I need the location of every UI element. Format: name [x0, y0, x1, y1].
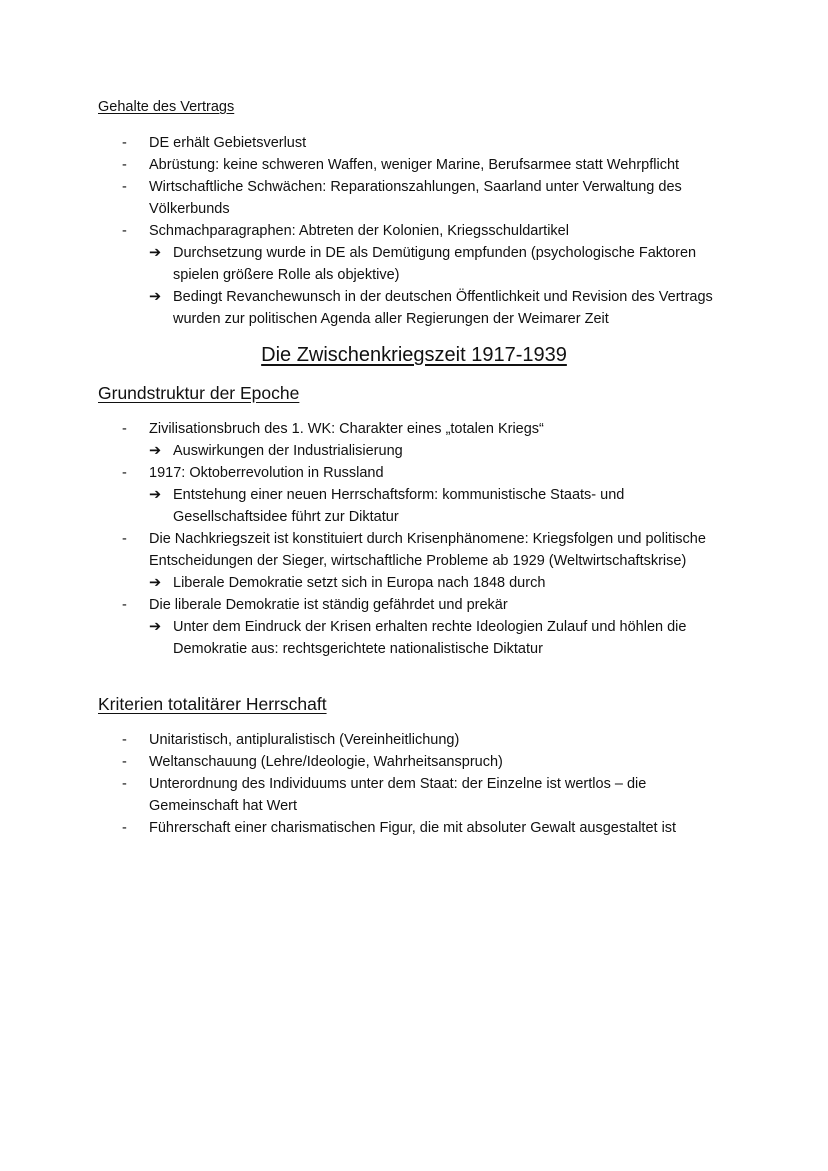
list-item: [0, 220, 828, 242]
arrow-bullet-item: [0, 572, 828, 594]
dash-bullet: -: [122, 421, 127, 437]
list-item: [0, 462, 828, 484]
arrow-bullet-item: [0, 286, 828, 330]
list-item: [0, 176, 828, 220]
list-item: [0, 132, 828, 154]
item-text: Unitaristisch, antipluralistisch (Vereinheitlichung): [149, 732, 460, 748]
dash-bullet: -: [122, 179, 127, 195]
item-text: Auswirkungen der Industrialisierung: [173, 443, 403, 459]
list-item: [0, 528, 828, 572]
item-text: Zivilisationsbruch des 1. WK: Charakter eines „totalen Kriegs“: [149, 421, 544, 437]
item-text: Bedingt Revanchewunsch in der deutschen Öffentlichkeit und Revision des Vertrags wurden zur politischen Agenda aller Regierungen der Weimarer Zeit: [173, 289, 713, 327]
vertrag-heading: Gehalte des Vertrags: [98, 99, 235, 115]
arrow-bullet-item: [0, 242, 828, 286]
item-text: Schmachparagraphen: Abtreten der Kolonien, Kriegsschuldartikel: [149, 223, 569, 239]
kriterien-list: [0, 729, 828, 839]
grundstruktur-list: [0, 418, 828, 660]
list-item: [0, 773, 828, 817]
grundstruktur-heading: Grundstruktur der Epoche: [98, 383, 300, 403]
arrow-right-icon: ➔: [149, 619, 162, 635]
arrow-right-icon: ➔: [149, 443, 162, 459]
item-text: Die liberale Demokratie ist ständig gefährdet und prekär: [149, 597, 508, 613]
item-text: Entstehung einer neuen Herrschaftsform: kommunistische Staats- und Gesellschaftsidee führt zur Diktatur: [173, 487, 625, 525]
list-item: [0, 594, 828, 616]
item-text: 1917: Oktoberrevolution in Russland: [149, 465, 384, 481]
kriterien-heading: Kriterien totalitärer Herrschaft: [98, 694, 327, 714]
page-title: Die Zwischenkriegszeit 1917-1939: [261, 344, 567, 366]
arrow-right-icon: ➔: [149, 575, 162, 591]
arrow-bullet-item: [0, 440, 828, 462]
list-item: [0, 751, 828, 773]
dash-bullet: -: [122, 732, 127, 748]
arrow-bullet-item: [0, 616, 828, 660]
dash-bullet: -: [122, 820, 127, 836]
item-text: Wirtschaftliche Schwächen: Reparationszahlungen, Saarland unter Verwaltung des Völkerbunds: [149, 179, 682, 217]
item-text: DE erhält Gebietsverlust: [149, 135, 307, 151]
arrow-right-icon: ➔: [149, 289, 162, 305]
list-item: [0, 154, 828, 176]
dash-bullet: -: [122, 776, 127, 792]
list-item: [0, 729, 828, 751]
vertrag-list: [0, 132, 828, 330]
list-item: [0, 418, 828, 440]
arrow-right-icon: ➔: [149, 487, 162, 503]
dash-bullet: -: [122, 157, 127, 173]
dash-bullet: -: [122, 223, 127, 239]
item-text: Führerschaft einer charismatischen Figur, die mit absoluter Gewalt ausgestaltet ist: [149, 820, 677, 836]
dash-bullet: -: [122, 754, 127, 770]
arrow-bullet-item: [0, 484, 828, 528]
item-text: Weltanschauung (Lehre/Ideologie, Wahrheitsanspruch): [149, 754, 503, 770]
list-item: [0, 817, 828, 839]
item-text: Durchsetzung wurde in DE als Demütigung empfunden (psychologische Faktoren spielen größere Rolle als objektive): [173, 245, 697, 283]
dash-bullet: -: [122, 531, 127, 547]
dash-bullet: -: [122, 597, 127, 613]
dash-bullet: -: [122, 135, 127, 151]
item-text: Unterordnung des Individuums unter dem Staat: der Einzelne ist wertlos – die Gemeinschaft hat Wert: [149, 776, 647, 814]
item-text: Unter dem Eindruck der Krisen erhalten rechte Ideologien Zulauf und höhlen die Demokratie aus: rechtsgerichtete nationalistische Diktatur: [173, 619, 687, 657]
arrow-right-icon: ➔: [149, 245, 162, 261]
item-text: Liberale Demokratie setzt sich in Europa nach 1848 durch: [173, 575, 546, 591]
dash-bullet: -: [122, 465, 127, 481]
item-text: Abrüstung: keine schweren Waffen, weniger Marine, Berufsarmee statt Wehrpflicht: [149, 157, 680, 173]
item-text: Die Nachkriegszeit ist konstituiert durch Krisenphänomene: Kriegsfolgen und politische Entscheidungen der Sieger, wirtschaftliche Probleme ab 1929 (Weltwirtschaftskrise): [149, 531, 706, 569]
